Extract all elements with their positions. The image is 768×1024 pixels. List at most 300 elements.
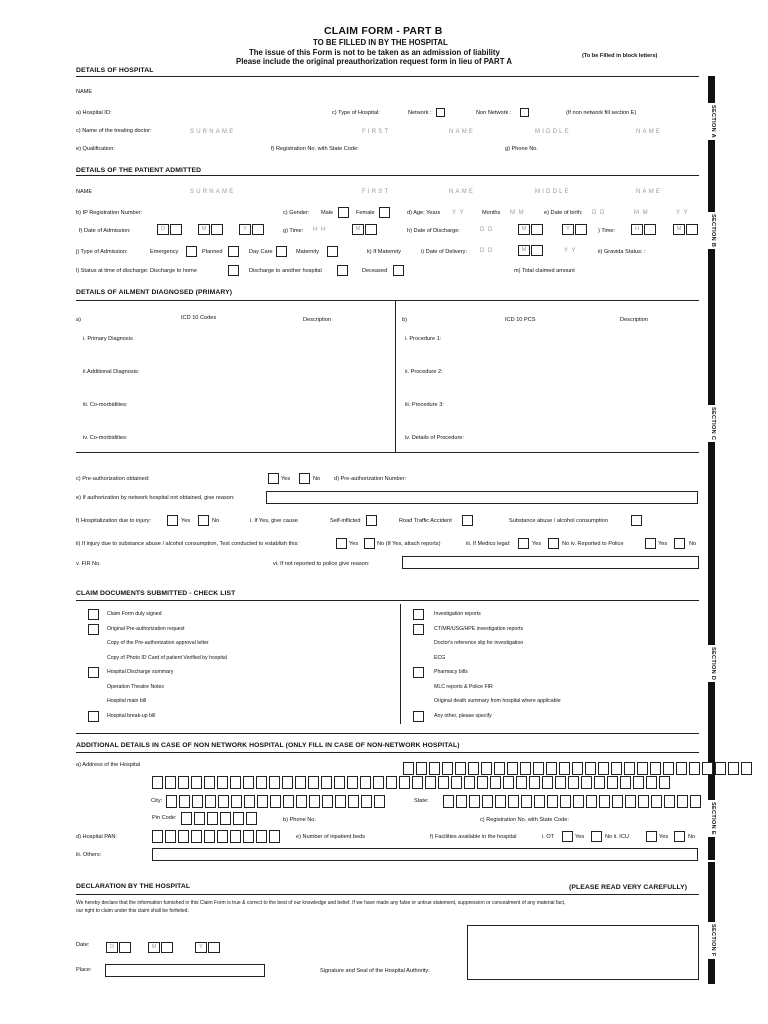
letter-box[interactable] bbox=[650, 762, 661, 775]
place-field[interactable] bbox=[105, 964, 265, 977]
date-d-box-2[interactable] bbox=[119, 942, 131, 953]
letter-box[interactable] bbox=[555, 776, 566, 789]
letter-box[interactable] bbox=[165, 776, 176, 789]
letter-box[interactable] bbox=[689, 762, 700, 775]
letter-box[interactable] bbox=[702, 762, 713, 775]
letter-box[interactable] bbox=[594, 776, 605, 789]
letter-box[interactable] bbox=[612, 795, 623, 808]
section-d-bar bbox=[708, 470, 715, 740]
letter-box[interactable] bbox=[321, 776, 332, 789]
rta-checkbox[interactable] bbox=[462, 515, 473, 526]
left-item: Copy of the Pre-authorization approval letter bbox=[107, 640, 209, 646]
letter-box[interactable] bbox=[412, 776, 423, 789]
delivery-yy-hint: Y Y bbox=[564, 248, 577, 254]
letter-box[interactable] bbox=[178, 830, 189, 843]
hospital-phone-label: g) Phone No. bbox=[505, 146, 538, 152]
letter-box[interactable] bbox=[542, 776, 553, 789]
reported-police-label: No iv. Reported to Police bbox=[562, 541, 624, 547]
time-m-box-2[interactable] bbox=[365, 224, 377, 235]
letter-box[interactable] bbox=[191, 776, 202, 789]
not-reported-label: vi. If not reported to police give reason: bbox=[273, 561, 370, 567]
age-months-hint: M M bbox=[510, 210, 525, 216]
right-item: MLC reports & Police FIR bbox=[434, 684, 493, 690]
auth-reason-field[interactable] bbox=[266, 491, 698, 504]
letter-box[interactable] bbox=[374, 795, 385, 808]
dod-m-box[interactable]: M bbox=[518, 224, 530, 235]
comorbidities-1-label: iii. Co-morbidities: bbox=[83, 402, 128, 408]
letter-box[interactable] bbox=[503, 776, 514, 789]
letter-box[interactable] bbox=[520, 762, 531, 775]
test-yes-label: Yes bbox=[349, 541, 359, 547]
time2-m-box-2[interactable] bbox=[686, 224, 698, 235]
letter-box[interactable] bbox=[348, 795, 359, 808]
doa-y-box[interactable]: Y bbox=[239, 224, 251, 235]
letter-box[interactable] bbox=[191, 830, 202, 843]
letter-box[interactable] bbox=[637, 762, 648, 775]
planned-checkbox[interactable] bbox=[228, 246, 239, 257]
letter-box[interactable] bbox=[295, 776, 306, 789]
phone-label: b) Phone No. bbox=[283, 817, 316, 823]
signature-box[interactable] bbox=[467, 925, 699, 980]
substance-checkbox[interactable] bbox=[631, 515, 642, 526]
letter-box[interactable] bbox=[547, 795, 558, 808]
qualification-label: e) Qualification: bbox=[76, 146, 115, 152]
date-y-box-2[interactable] bbox=[208, 942, 220, 953]
date-m-box-2[interactable] bbox=[161, 942, 173, 953]
self-inflicted-checkbox[interactable] bbox=[366, 515, 377, 526]
letter-box[interactable] bbox=[207, 812, 218, 825]
dod-m-box-2[interactable] bbox=[531, 224, 543, 235]
female-checkbox[interactable] bbox=[379, 207, 390, 218]
letter-box[interactable] bbox=[664, 795, 675, 808]
medico-legal-label: iii. If Medico legal: bbox=[466, 541, 511, 547]
letter-box[interactable] bbox=[508, 795, 519, 808]
letter-box[interactable] bbox=[568, 776, 579, 789]
left-item: Operation Theatre Notes bbox=[107, 684, 164, 690]
self-inflicted-label: Self-inflicted bbox=[330, 518, 361, 524]
facilities-label: f) Facilities available in the hospital bbox=[430, 834, 517, 840]
right-item: Any other, please specify bbox=[434, 713, 492, 719]
letter-box[interactable] bbox=[651, 795, 662, 808]
form-title: CLAIM FORM - PART B bbox=[324, 25, 443, 37]
signature-label: Signature and Seal of the Hospital Authority: bbox=[320, 968, 430, 974]
preauth-no-label: No bbox=[313, 476, 321, 482]
letter-box[interactable] bbox=[625, 795, 636, 808]
pin-boxes[interactable] bbox=[181, 812, 257, 825]
left-checkbox-0[interactable] bbox=[88, 609, 99, 620]
docs-heading: CLAIM DOCUMENTS SUBMITTED - CHECK LIST bbox=[76, 590, 236, 597]
declaration-text-2: our right to claim under this claim shall be forfeited. bbox=[76, 908, 189, 914]
declaration-text-1: We hereby declare that the information furnished in this Claim Form is true & correct to the best of our knowledge and belief. If we have made any false or untrue statement, suppression or concealment of any material fact, bbox=[76, 900, 566, 906]
letter-box[interactable] bbox=[438, 776, 449, 789]
letter-box[interactable] bbox=[230, 776, 241, 789]
patient-heading: DETAILS OF THE PATIENT ADMITTED bbox=[76, 167, 202, 174]
letter-box[interactable] bbox=[443, 795, 454, 808]
letter-box[interactable] bbox=[468, 762, 479, 775]
dod-y-box[interactable]: Y bbox=[562, 224, 574, 235]
months-label: Months bbox=[482, 210, 501, 216]
city-label: City: bbox=[151, 798, 163, 804]
letter-box[interactable] bbox=[231, 795, 242, 808]
emergency-checkbox[interactable] bbox=[186, 246, 197, 257]
letter-box[interactable] bbox=[676, 762, 687, 775]
medico-no-checkbox[interactable] bbox=[548, 538, 559, 549]
letter-box[interactable] bbox=[230, 830, 241, 843]
injury-no-checkbox[interactable] bbox=[198, 515, 209, 526]
male-label: Male bbox=[321, 210, 334, 216]
section-e-bar bbox=[708, 738, 715, 860]
letter-box[interactable] bbox=[728, 762, 739, 775]
primary-diagnosis-label: i. Primary Diagnosis bbox=[83, 336, 133, 342]
procedure-3-label: iii. Procedure 3: bbox=[405, 402, 444, 408]
preauth-yes-checkbox[interactable] bbox=[268, 473, 279, 484]
gravida-label: ii) Gravida Status: : bbox=[598, 249, 646, 255]
doa-m-box-2[interactable] bbox=[211, 224, 223, 235]
letter-box[interactable] bbox=[482, 795, 493, 808]
deceased-checkbox[interactable] bbox=[393, 265, 404, 276]
letter-box[interactable] bbox=[256, 830, 267, 843]
comorbidities-2-label: iv. Co-morbidities: bbox=[83, 435, 128, 441]
left-checkbox-7[interactable] bbox=[88, 711, 99, 722]
letter-box[interactable] bbox=[386, 776, 397, 789]
letter-box[interactable] bbox=[477, 776, 488, 789]
delivery-m-box[interactable]: M bbox=[518, 245, 530, 256]
letter-box[interactable] bbox=[741, 762, 752, 775]
fir-label: v. FIR No. bbox=[76, 561, 101, 567]
pin-label: Pin Code: bbox=[152, 815, 177, 821]
ot-no-checkbox[interactable] bbox=[591, 831, 602, 842]
left-item: Hospital Discharge summary bbox=[107, 669, 174, 675]
left-item: Hospital main bill bbox=[107, 698, 147, 704]
pan-label: d) Hospital PAN: bbox=[76, 834, 117, 840]
section-e-label: SECTION E bbox=[706, 800, 716, 837]
letter-box[interactable] bbox=[334, 776, 345, 789]
police-yes-checkbox[interactable] bbox=[645, 538, 656, 549]
injury-label: f) Hospitalization due to injury: bbox=[76, 518, 151, 524]
section-d-label: SECTION D bbox=[706, 645, 716, 682]
letter-box[interactable] bbox=[469, 795, 480, 808]
doa-y-box-2[interactable] bbox=[252, 224, 264, 235]
letter-box[interactable] bbox=[624, 762, 635, 775]
patient-middle-hint: MIDDLE bbox=[535, 189, 571, 195]
discharge-home-checkbox[interactable] bbox=[228, 265, 239, 276]
procedure-1-label: i. Procedure 1: bbox=[405, 336, 442, 342]
injury-yes-checkbox[interactable] bbox=[167, 515, 178, 526]
letter-box[interactable] bbox=[192, 795, 203, 808]
letter-box[interactable] bbox=[270, 795, 281, 808]
letter-box[interactable] bbox=[243, 776, 254, 789]
city-boxes[interactable] bbox=[166, 795, 385, 808]
left-checkbox-1[interactable] bbox=[88, 624, 99, 635]
letter-box[interactable] bbox=[521, 795, 532, 808]
letter-box[interactable] bbox=[607, 776, 618, 789]
section-c-label: SECTION C bbox=[706, 405, 716, 442]
delivery-dd-hint: D D bbox=[480, 248, 494, 254]
injury-no-label: No bbox=[212, 518, 220, 524]
letter-box[interactable] bbox=[481, 762, 492, 775]
doctor-name-hint: NAME bbox=[449, 129, 476, 135]
police-no-checkbox[interactable] bbox=[674, 538, 685, 549]
non-network-label: Non Network : bbox=[476, 110, 512, 116]
delivery-m-box-2[interactable] bbox=[531, 245, 543, 256]
beds-label: e) Number of inpatient beds bbox=[296, 834, 366, 840]
letter-box[interactable] bbox=[429, 762, 440, 775]
letter-box[interactable] bbox=[360, 776, 371, 789]
letter-box[interactable] bbox=[347, 776, 358, 789]
section-f-label: SECTION F bbox=[706, 922, 716, 959]
police-no-label: No bbox=[689, 541, 697, 547]
letter-box[interactable] bbox=[529, 776, 540, 789]
patient-name-label: NAME bbox=[76, 189, 93, 195]
maternity-label: Maternity bbox=[296, 249, 320, 255]
admission-type-label: j) Type of Admission: bbox=[76, 249, 128, 255]
state-boxes[interactable] bbox=[443, 795, 701, 808]
dod-dd-hint: D D bbox=[480, 227, 494, 233]
letter-box[interactable] bbox=[220, 812, 231, 825]
letter-box[interactable] bbox=[257, 795, 268, 808]
letter-box[interactable] bbox=[495, 795, 506, 808]
icu-no-checkbox[interactable] bbox=[674, 831, 685, 842]
maternity-checkbox[interactable] bbox=[327, 246, 338, 257]
letter-box[interactable] bbox=[659, 776, 670, 789]
letter-box[interactable] bbox=[181, 812, 192, 825]
police-yes-label: Yes bbox=[658, 541, 668, 547]
preauth-yes-label: Yes bbox=[281, 476, 291, 482]
letter-box[interactable] bbox=[620, 776, 631, 789]
date-d-box[interactable]: D bbox=[106, 942, 118, 953]
letter-box[interactable] bbox=[516, 776, 527, 789]
icu-no-label: No bbox=[688, 834, 696, 840]
reg-label: c) Registration No. with State Code: bbox=[480, 817, 569, 823]
letter-box[interactable] bbox=[152, 776, 163, 789]
letter-box[interactable] bbox=[677, 795, 688, 808]
section-b-label: SECTION B bbox=[706, 212, 716, 249]
letter-box[interactable] bbox=[399, 776, 410, 789]
letter-box[interactable] bbox=[456, 795, 467, 808]
letter-box[interactable] bbox=[646, 776, 657, 789]
right-checkbox-4[interactable] bbox=[413, 667, 424, 678]
ot-yes-checkbox[interactable] bbox=[562, 831, 573, 842]
time2-m-box[interactable]: M bbox=[673, 224, 685, 235]
patient-name2-hint: NAME bbox=[636, 189, 663, 195]
letter-box[interactable] bbox=[546, 762, 557, 775]
letter-box[interactable] bbox=[455, 762, 466, 775]
day-care-label: Day Care bbox=[249, 249, 273, 255]
icu-yes-checkbox[interactable] bbox=[646, 831, 657, 842]
left-item: Hospital break-up bill bbox=[107, 713, 156, 719]
letter-box[interactable] bbox=[464, 776, 475, 789]
letter-box[interactable] bbox=[611, 762, 622, 775]
letter-box[interactable] bbox=[194, 812, 205, 825]
letter-box[interactable] bbox=[533, 762, 544, 775]
ailment-a-label: a) bbox=[76, 317, 81, 323]
time-m-box[interactable]: M bbox=[352, 224, 364, 235]
letter-box[interactable] bbox=[690, 795, 701, 808]
time2-h-box[interactable]: H bbox=[631, 224, 643, 235]
procedure-details-label: iv. Details of Procedure: bbox=[405, 435, 464, 441]
right-checkbox-0[interactable] bbox=[413, 609, 424, 620]
hospital-type-label: c) Type of Hospital: bbox=[332, 110, 380, 116]
dob-yy-hint: Y Y bbox=[676, 210, 689, 216]
injury-yes-label: Yes bbox=[181, 518, 191, 524]
non-network-note: (If non network fill section E) bbox=[566, 110, 637, 116]
letter-box[interactable] bbox=[152, 830, 163, 843]
letter-box[interactable] bbox=[233, 812, 244, 825]
letter-box[interactable] bbox=[361, 795, 372, 808]
block-letters-note: (To be Filled in block letters) bbox=[582, 53, 658, 59]
declaration-heading: DECLARATION BY THE HOSPITAL bbox=[76, 883, 191, 890]
discharge-status-label: l) Status at time of discharge: Discharge to home bbox=[76, 268, 197, 274]
letter-box[interactable] bbox=[178, 776, 189, 789]
letter-box[interactable] bbox=[599, 795, 610, 808]
doa-label: f) Date of Admission: bbox=[79, 228, 131, 234]
state-label: State: bbox=[414, 798, 429, 804]
doa-d-box[interactable]: D bbox=[157, 224, 169, 235]
letter-box[interactable] bbox=[425, 776, 436, 789]
letter-box[interactable] bbox=[559, 762, 570, 775]
dob-label: e) Date of birth: bbox=[544, 210, 583, 216]
discharge-other-checkbox[interactable] bbox=[337, 265, 348, 276]
letter-box[interactable] bbox=[246, 812, 257, 825]
right-checkbox-1[interactable] bbox=[413, 624, 424, 635]
doctor-label: c) Name of the treating doctor: bbox=[76, 128, 152, 134]
doctor-name2-hint: NAME bbox=[636, 129, 663, 135]
left-item: Claim Form duly signed bbox=[107, 611, 162, 617]
desc2-label: Description bbox=[620, 317, 648, 323]
test-no-checkbox[interactable] bbox=[364, 538, 375, 549]
letter-box[interactable] bbox=[308, 776, 319, 789]
doa-m-box[interactable]: M bbox=[198, 224, 210, 235]
letter-box[interactable] bbox=[282, 776, 293, 789]
letter-box[interactable] bbox=[442, 762, 453, 775]
letter-box[interactable] bbox=[638, 795, 649, 808]
procedure-2-label: ii. Procedure 2: bbox=[405, 369, 443, 375]
letter-box[interactable] bbox=[283, 795, 294, 808]
delivery-date-label: i) Date of Delivery: bbox=[421, 249, 468, 255]
letter-box[interactable] bbox=[585, 762, 596, 775]
patient-first-hint: FIRST bbox=[362, 189, 391, 195]
letter-box[interactable] bbox=[205, 795, 216, 808]
others-label: iii. Others: bbox=[76, 852, 102, 858]
letter-box[interactable] bbox=[166, 795, 177, 808]
ailment-heading: DETAILS OF AILMENT DIAGNOSED (PRIMARY) bbox=[76, 289, 233, 296]
substance-label: Substance abuse / alcohol consumption bbox=[509, 518, 608, 524]
test-yes-checkbox[interactable] bbox=[336, 538, 347, 549]
letter-box[interactable] bbox=[373, 776, 384, 789]
right-item: ECG bbox=[434, 655, 446, 661]
letter-box[interactable] bbox=[179, 795, 190, 808]
medico-yes-checkbox[interactable] bbox=[518, 538, 529, 549]
letter-box[interactable] bbox=[335, 795, 346, 808]
if-maternity-label: k) If Maternity bbox=[367, 249, 401, 255]
letter-box[interactable] bbox=[581, 776, 592, 789]
dod-y-box-2[interactable] bbox=[575, 224, 587, 235]
deceased-label: Deceased bbox=[362, 268, 388, 274]
address-boxes-row1[interactable] bbox=[403, 762, 752, 775]
letter-box[interactable] bbox=[296, 795, 307, 808]
letter-box[interactable] bbox=[494, 762, 505, 775]
network-checkbox[interactable] bbox=[436, 108, 445, 117]
reg-no-label: f) Registration No. with State Code: bbox=[271, 146, 359, 152]
letter-box[interactable] bbox=[165, 830, 176, 843]
letter-box[interactable] bbox=[243, 830, 254, 843]
time2-h-box-2[interactable] bbox=[644, 224, 656, 235]
age-years-hint: Y Y bbox=[452, 210, 465, 216]
right-checkbox-7[interactable] bbox=[413, 711, 424, 722]
right-item: Pharmacy bills bbox=[434, 669, 468, 675]
letter-box[interactable] bbox=[217, 830, 228, 843]
letter-box[interactable] bbox=[256, 776, 267, 789]
not-reported-field[interactable] bbox=[402, 556, 699, 569]
letter-box[interactable] bbox=[490, 776, 501, 789]
male-checkbox[interactable] bbox=[338, 207, 349, 218]
hospital-heading: DETAILS OF HOSPITAL bbox=[76, 67, 154, 74]
doctor-surname-hint: SURNAME bbox=[190, 129, 236, 135]
letter-box[interactable] bbox=[309, 795, 320, 808]
right-item: Investigation reports bbox=[434, 611, 481, 617]
others-field[interactable] bbox=[152, 848, 698, 861]
header-line-1: TO BE FILLED IN BY THE HOSPITAL bbox=[313, 38, 448, 47]
letter-box[interactable] bbox=[217, 776, 228, 789]
letter-box[interactable] bbox=[269, 830, 280, 843]
letter-box[interactable] bbox=[244, 795, 255, 808]
date-m-box[interactable]: M bbox=[148, 942, 160, 953]
medico-yes-label: Yes bbox=[532, 541, 542, 547]
left-checkbox-4[interactable] bbox=[88, 667, 99, 678]
patient-surname-hint: SURNAME bbox=[190, 189, 236, 195]
letter-box[interactable] bbox=[573, 795, 584, 808]
letter-box[interactable] bbox=[633, 776, 644, 789]
day-care-checkbox[interactable] bbox=[276, 246, 287, 257]
letter-box[interactable] bbox=[218, 795, 229, 808]
left-item: Original Pre-authorization request bbox=[107, 626, 185, 632]
letter-box[interactable] bbox=[534, 795, 545, 808]
female-label: Female bbox=[356, 210, 375, 216]
letter-box[interactable] bbox=[598, 762, 609, 775]
emergency-label: Emergency bbox=[150, 249, 179, 255]
doa-d-box-2[interactable] bbox=[170, 224, 182, 235]
letter-box[interactable] bbox=[586, 795, 597, 808]
right-item: CT/MR/USG/HPE investigation reports bbox=[434, 626, 524, 632]
dod-label: h) Date of Discharge: bbox=[407, 228, 460, 234]
doctor-first-hint: FIRST bbox=[362, 129, 391, 135]
letter-box[interactable] bbox=[403, 762, 414, 775]
letter-box[interactable] bbox=[715, 762, 726, 775]
letter-box[interactable] bbox=[204, 830, 215, 843]
desc-label: Description bbox=[303, 317, 331, 323]
letter-box[interactable] bbox=[204, 776, 215, 789]
letter-box[interactable] bbox=[269, 776, 280, 789]
date-y-box[interactable]: Y bbox=[195, 942, 207, 953]
hospital-id-label: a) Hospital ID: bbox=[76, 110, 112, 116]
letter-box[interactable] bbox=[507, 762, 518, 775]
letter-box[interactable] bbox=[451, 776, 462, 789]
discharge-other-label: Discharge to another hospital bbox=[249, 268, 322, 274]
ot-yes-label: Yes bbox=[575, 834, 585, 840]
letter-box[interactable] bbox=[572, 762, 583, 775]
ot-label: i. OT bbox=[542, 834, 555, 840]
address-boxes-row2[interactable] bbox=[152, 776, 670, 789]
letter-box[interactable] bbox=[322, 795, 333, 808]
dob-dd-hint: D D bbox=[592, 210, 606, 216]
pan-boxes[interactable] bbox=[152, 830, 280, 843]
total-amount-label: m) Total claimed amount bbox=[514, 268, 575, 274]
letter-box[interactable] bbox=[416, 762, 427, 775]
letter-box[interactable] bbox=[663, 762, 674, 775]
letter-box[interactable] bbox=[560, 795, 571, 808]
preauth-no-checkbox[interactable] bbox=[299, 473, 310, 484]
non-network-checkbox[interactable] bbox=[520, 108, 529, 117]
